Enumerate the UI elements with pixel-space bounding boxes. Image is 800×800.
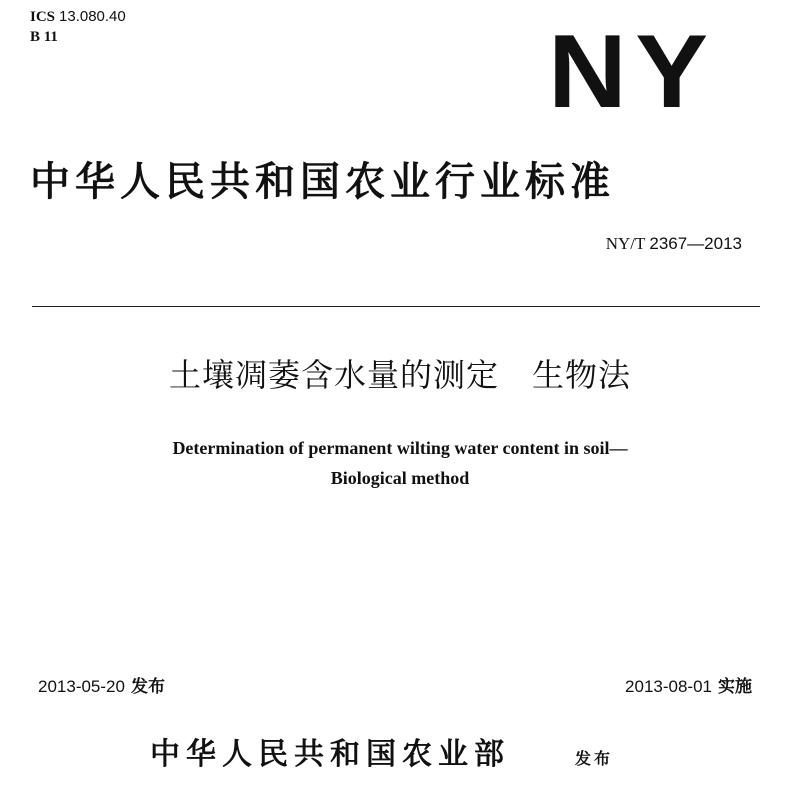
issuing-authority: 中华人民共和国农业部 (150, 737, 510, 772)
ics-classification (30, 8, 126, 26)
standard-number (606, 234, 742, 254)
issue-date-block (38, 676, 165, 698)
document-title-en-line1: Determination of permanent wilting water content in soil— (172, 438, 628, 458)
standard-title: 中华人民共和国农业行业标准 (30, 159, 615, 205)
ny-logo: NY (548, 14, 717, 130)
document-title-en-line2: Biological method (330, 468, 470, 488)
divider-line (32, 306, 760, 307)
issuing-authority-suffix: 发布 (575, 749, 614, 768)
ics-code: 13.080.40 (59, 8, 126, 25)
implement-label: 实施 (718, 677, 752, 697)
ccs-code: B 11 (30, 29, 58, 45)
implement-date: 2013-08-01 (625, 677, 712, 696)
standard-number-value: 2367—2013 (649, 234, 742, 253)
document-title-cn: 土壤凋萎含水量的测定 生物法 (168, 356, 631, 394)
standard-number-prefix: NY/T (605, 234, 646, 253)
ics-label: ICS (30, 9, 56, 25)
issue-date: 2013-05-20 (38, 677, 125, 696)
issue-label: 发布 (130, 677, 165, 697)
implement-date-block (625, 676, 752, 698)
